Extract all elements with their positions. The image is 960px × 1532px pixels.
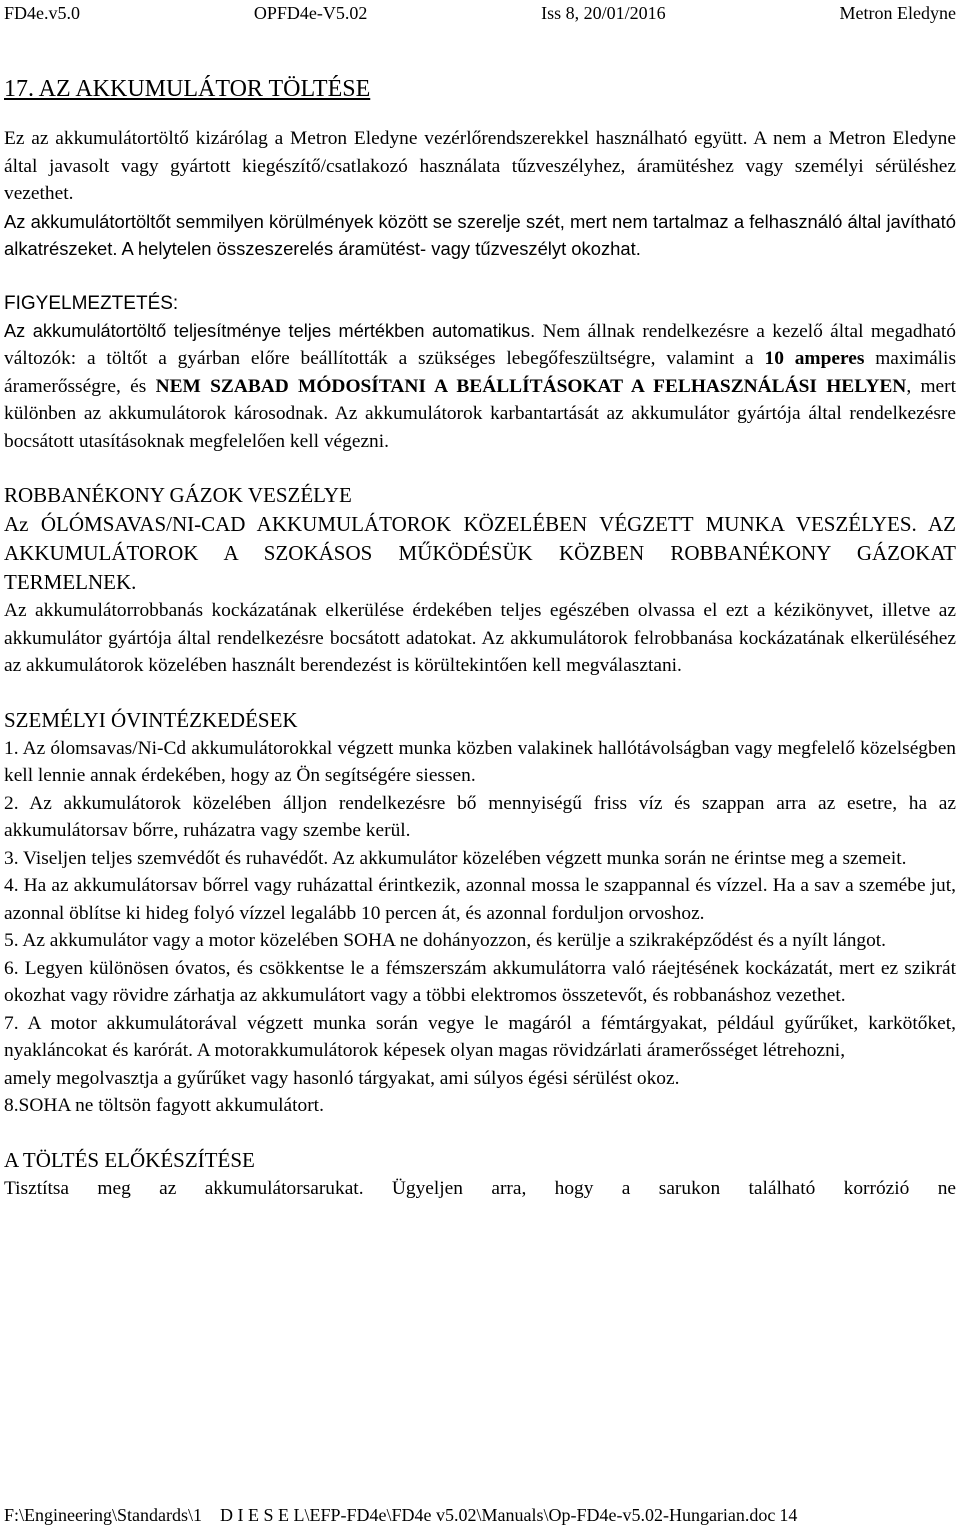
- warning-part-1: Nem állnak rendelkezésre a kezelő által megadható változók: a töltőt a gyárban előre beállították a szükséges lebegőfeszültségre, valamint a: [4, 320, 956, 369]
- header-issue: Iss 8, 20/01/2016: [541, 2, 666, 23]
- page-content: [4, 74, 956, 1202]
- warning-part-2: maximális áramerősségre, és: [4, 348, 956, 397]
- personal-item-2: 2. Az akkumulátorok közelében álljon rendelkezésre bő mennyiségű friss víz és szappan arra az esetre, ha az akkumulátorsav bőrre, ruházatra vagy szembe kerül.: [4, 792, 956, 841]
- personal-item-7-cont: amely megolvasztja a gyűrűket vagy hasonló tárgyakat, ami súlyos égési sérülést okoz.: [4, 1067, 680, 1089]
- prep-body: Tisztítsa meg az akkumulátorsarukat. Ügyeljen arra, hogy a sarukon található korrózió ne: [4, 1177, 956, 1199]
- header-opfd: OPFD4e-V5.02: [253, 2, 368, 23]
- warning-paragraph: [4, 318, 956, 456]
- prep-heading: A TÖLTÉS ELŐKÉSZÍTÉSE: [4, 1147, 255, 1172]
- personal-item-4: 4. Ha az akkumulátorsav bőrrel vagy ruházattal érintkezik, azonnal mossa le szappannal és vízzel. Ha a sav a szemébe jut, azonnal öblítse ki hideg folyó vízzel legalább 10 percen át, és azonnal forduljon orvoshoz.: [4, 875, 956, 924]
- warning-part-3: , mert különben az akkumulátorok károsodnak. Az akkumulátorok karbantartását az akkumulátor gyártója által rendelkezésre bocsátott utasításoknak megfelelően kell végezni.: [4, 375, 956, 452]
- explosive-body: Az akkumulátorrobbanás kockázatának elkerülése érdekében teljes egészében olvassa el ezt a kézikönyvet, illetve az akkumulátor gyártója által rendelkezésre bocsátott adatokat. Az akkumulátorok felrobbanása kockázatának elkerüléséhez az akkumulátorok közelében használt berendezést is körültekintően kell megválasztani.: [4, 600, 956, 676]
- intro-paragraph-1: Ez az akkumulátortöltő kizárólag a Metron Eledyne vezérlőrendszerekkel használható együtt. A nem a Metron Eledyne által javasolt vagy gyártott kiegészítő/csatlakozó használata tűzveszélyhez, áramütéshez vagy személyi sérüléshez vezethet.: [4, 128, 956, 204]
- explosive-caps: Az ÓLÓMSAVAS/NI-CAD AKKUMULÁTOROK KÖZELÉBEN VÉGZETT MUNKA VESZÉLYES. AZ AKKUMULÁTOROK A SZOKÁSOS MŰKÖDÉSÜK KÖZBEN ROBBANÉKONY GÁZOKAT TERMELNEK.: [4, 512, 956, 594]
- intro-paragraph-2: Az akkumulátortöltőt semmilyen körülmények között se szerelje szét, mert nem tartalmaz a felhasználó által javítható alkatrészeket. A helytelen összeszerelés áramütést- vagy tűzveszélyt okozhat.: [4, 210, 956, 259]
- personal-item-6: 6. Legyen különösen óvatos, és csökkentse le a fémszerszám akkumulátorra való ráejtésének kockázatát, mert ez szikrát okozhat vagy rövidre zárhatja az akkumulátort vagy a többi elektromos összetevőt, és robbanáshoz vezethet.: [4, 957, 956, 1006]
- personal-item-3: 3. Viseljen teljes szemvédőt és ruhavédőt. Az akkumulátor közelében végzett munka során ne érintse meg a szemeit.: [4, 847, 907, 869]
- warning-sans-part: Az akkumulátortöltő teljesítménye teljes mértékben automatikus.: [4, 320, 536, 341]
- footer-path: F:\Engineering\Standards\1 D I E S E L\EFP-FD4e\FD4e v5.02\Manuals\Op-FD4e-v5.02-Hungarian.doc: [4, 1504, 776, 1525]
- personal-item-5: 5. Az akkumulátor vagy a motor közelében SOHA ne dohányozzon, és kerülje a szikraképződést és a nyílt lángot.: [4, 930, 887, 951]
- personal-item-1: 1. Az ólomsavas/Ni-Cd akkumulátorokkal végzett munka közben valakinek hallótávolságban vagy megfelelő közelségben kell lennie annak érdekében, hogy az Ön segítségére siessen.: [4, 737, 956, 786]
- personal-heading: SZEMÉLYI ÓVINTÉZKEDÉSEK: [4, 707, 298, 732]
- personal-item-7: 7. A motor akkumulátorával végzett munka során vegye le magáról a fémtárgyakat, például gyűrűket, karkötőket, nyakláncokat és karórát. A motorakkumulátorok képesek olyan magas rövidzárlati áramerősséget létrehozni,: [4, 1012, 956, 1061]
- warning-bold-1: 10 amperes: [764, 348, 865, 369]
- header-brand: Metron Eledyne: [839, 2, 956, 23]
- personal-item-8: 8.SOHA ne töltsön fagyott akkumulátort.: [4, 1095, 324, 1116]
- explosive-heading: ROBBANÉKONY GÁZOK VESZÉLYE: [4, 483, 352, 507]
- page-header: [4, 0, 956, 26]
- footer-page-number: 14: [779, 1504, 798, 1525]
- page-footer: [4, 1502, 956, 1528]
- section-title: 17. AZ AKKUMULÁTOR TÖLTÉSE: [4, 76, 371, 102]
- header-doc-id: FD4e.v5.0: [4, 2, 80, 23]
- warning-heading: FIGYELMEZTETÉS:: [4, 292, 179, 314]
- warning-bold-2: NEM SZABAD MÓDOSÍTANI A BEÁLLÍTÁSOKAT A FELHASZNÁLÁSI HELYEN: [155, 375, 907, 397]
